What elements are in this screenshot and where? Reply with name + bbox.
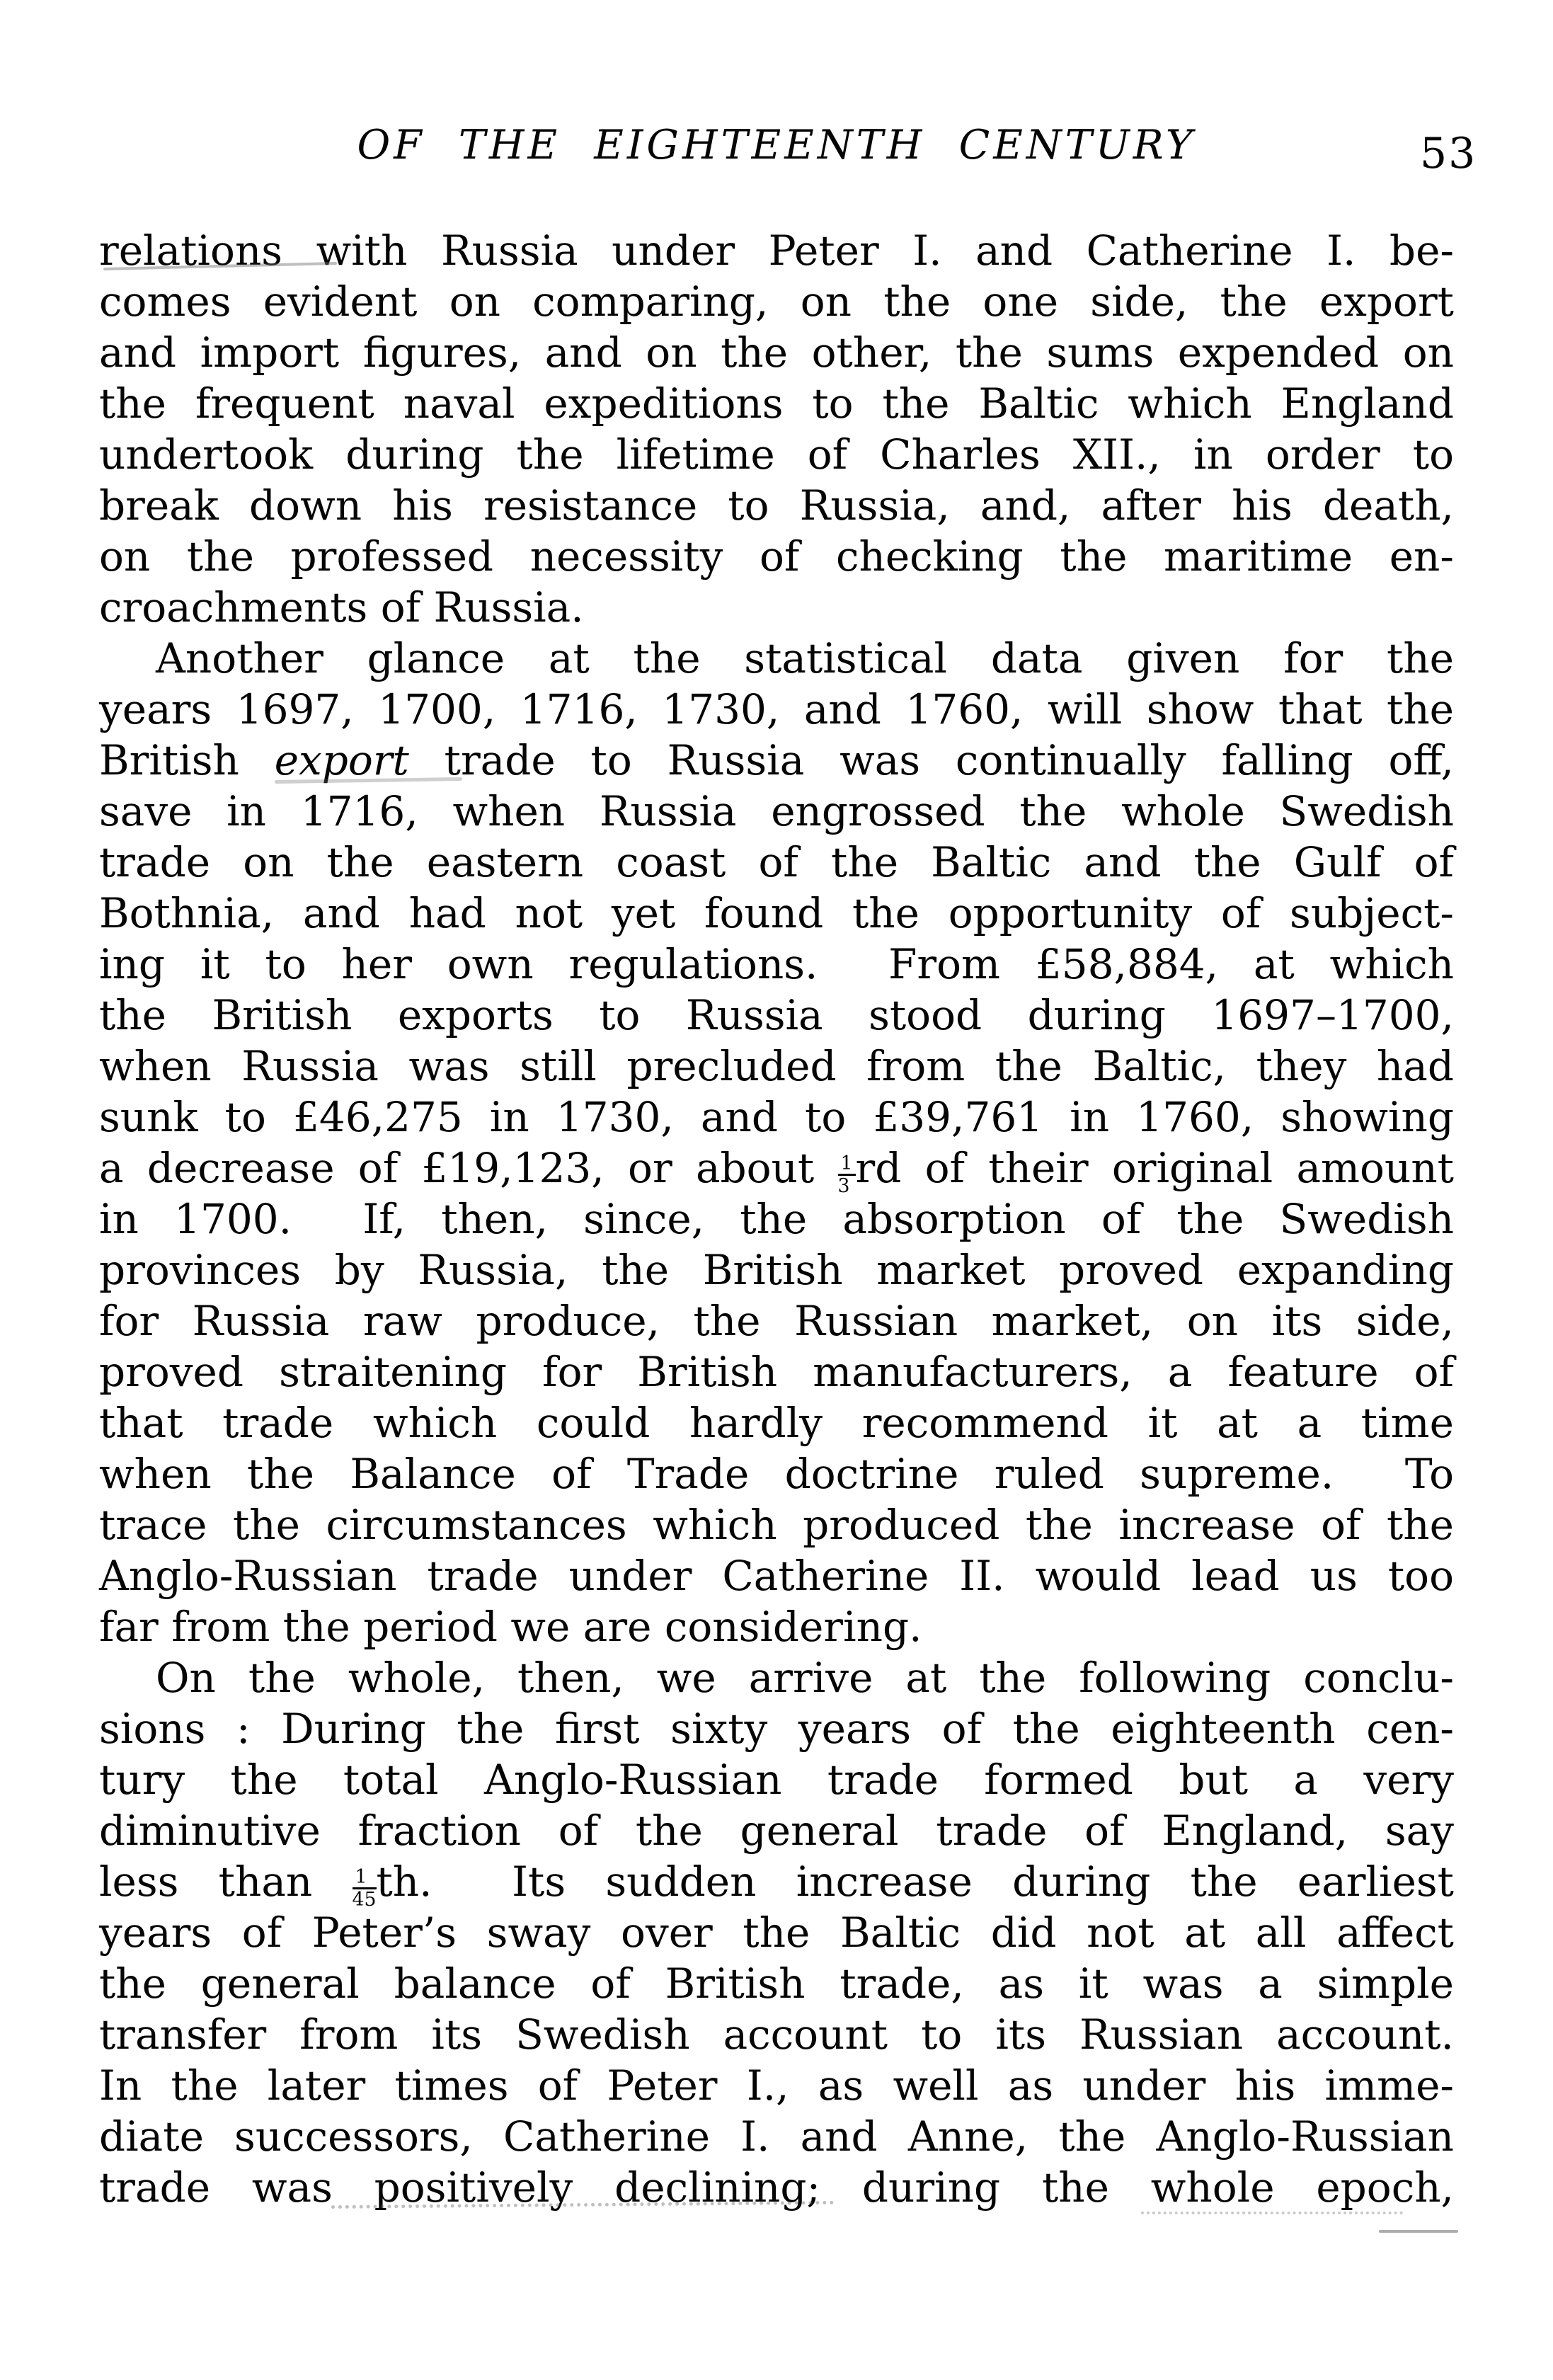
text-segment: th. Its sudden increase during the earliest [376, 1858, 1454, 1906]
page-body [99, 225, 1454, 2213]
text-line [99, 1397, 1454, 1448]
text-line [99, 429, 1454, 480]
stacked-fraction: $\frac{1}{45}$ [352, 1865, 377, 1911]
text-line [99, 1601, 1454, 1652]
text-segment: sunk to £46,275 in 1730, and to £39,761 in 1760, showing [99, 1093, 1454, 1141]
text-segment: the British exports to Russia stood during 1697–1700, [99, 991, 1454, 1039]
text-segment: on the professed necessity of checking the maritime en- [99, 532, 1454, 580]
text-segment: proved straitening for British manufacturers, a feature of [99, 1348, 1454, 1396]
text-line [99, 225, 1454, 276]
text-line [99, 1092, 1454, 1143]
text-segment: that trade which could hardly recommend it at a time [99, 1399, 1454, 1447]
text-segment: provinces by Russia, the British market proved expanding [99, 1246, 1454, 1294]
text-line [99, 531, 1454, 582]
text-line [99, 1703, 1454, 1754]
text-segment: relations with Russia under Peter I. and Catherine I. be- [99, 227, 1454, 275]
text-line [99, 1194, 1454, 1245]
text-line [99, 735, 1454, 786]
emphasized-text: export [274, 736, 409, 784]
text-segment: for Russia raw produce, the Russian market, on its side, [99, 1297, 1454, 1345]
text-segment: Anglo-Russian trade under Catherine II. would lead us too [99, 1552, 1454, 1600]
text-segment: rd of their original amount [855, 1144, 1454, 1192]
text-segment: sions : During the first sixty years of the eighteenth cen- [99, 1705, 1454, 1753]
text-line [99, 1550, 1454, 1601]
text-line [99, 939, 1454, 990]
text-line [99, 378, 1454, 429]
text-line [99, 837, 1454, 888]
text-segment: in 1700. If, then, since, the absorption of the Swedish [99, 1195, 1454, 1243]
text-line [99, 2162, 1454, 2213]
text-line [99, 2111, 1454, 2162]
text-segment: years 1697, 1700, 1716, 1730, and 1760, will show that the [99, 685, 1454, 733]
running-header [99, 122, 1454, 185]
text-segment: Bothnia, and had not yet found the opportunity of subject- [99, 889, 1454, 937]
text-line [99, 1295, 1454, 1346]
text-segment: croachments of Russia. [99, 583, 584, 631]
text-line [99, 1958, 1454, 2009]
text-segment: when the Balance of Trade doctrine ruled supreme. To [99, 1450, 1454, 1498]
text-segment: years of Peter’s sway over the Baltic did not at all affect [99, 1909, 1454, 1957]
text-line [99, 1754, 1454, 1805]
text-segment: save in 1716, when Russia engrossed the whole Swedish [99, 787, 1454, 835]
text-segment: undertook during the lifetime of Charles XII., in order to [99, 430, 1454, 479]
text-segment: the frequent naval expeditions to the Baltic which England [99, 379, 1454, 428]
text-segment: tury the total Anglo-Russian trade formed but a very [99, 1756, 1454, 1804]
text-segment: trade was positively declining; during the whole epoch, [99, 2163, 1454, 2212]
text-segment: British [99, 736, 275, 784]
paragraph [99, 1652, 1454, 2213]
text-line [99, 327, 1454, 378]
text-segment: transfer from its Swedish account to its Russian account. [99, 2010, 1454, 2059]
text-segment: and import figures, and on the other, the sums expended on [99, 328, 1454, 377]
text-line [99, 1856, 1454, 1911]
text-segment: trace the circumstances which produced the increase of the [99, 1501, 1454, 1549]
text-segment: diate successors, Catherine I. and Anne, the Anglo-Russian [99, 2112, 1454, 2161]
text-segment: In the later times of Peter I., as well as under his imme- [99, 2061, 1454, 2110]
text-line [99, 582, 1454, 633]
text-segment: less than [99, 1858, 353, 1906]
text-segment: far from the period we are considering. [99, 1603, 922, 1651]
text-segment: ing it to her own regulations. From £58,884, at which [99, 940, 1454, 988]
text-segment: when Russia was still precluded from the Baltic, they had [99, 1042, 1454, 1090]
text-line [99, 1805, 1454, 1856]
paragraph [99, 633, 1454, 1652]
text-segment: the general balance of British trade, as it was a simple [99, 1960, 1454, 2008]
text-line [99, 480, 1454, 531]
paragraph [99, 225, 1454, 633]
text-segment: trade on the eastern coast of the Baltic and the Gulf of [99, 838, 1454, 886]
text-line [99, 684, 1454, 735]
text-line [99, 1652, 1454, 1703]
text-line [99, 633, 1454, 684]
text-line [99, 2009, 1454, 2060]
text-segment: break down his resistance to Russia, and, after his death, [99, 481, 1454, 530]
text-line [99, 1907, 1454, 1958]
text-segment: diminutive fraction of the general trade of England, say [99, 1807, 1454, 1855]
text-line [99, 990, 1454, 1041]
text-segment: a decrease of £19,123, or about [99, 1144, 838, 1192]
text-line [99, 888, 1454, 939]
text-segment: trade to Russia was continually falling off, [408, 736, 1454, 784]
page-number: 53 [1420, 129, 1477, 178]
text-line [99, 1041, 1454, 1092]
text-segment: Another glance at the statistical data given for the [156, 634, 1454, 682]
text-line [99, 786, 1454, 837]
text-line [99, 1143, 1454, 1197]
text-line [99, 1346, 1454, 1397]
text-segment: comes evident on comparing, on the one side, the export [99, 278, 1454, 326]
stacked-fraction: $\frac{1}{3}$ [838, 1155, 856, 1196]
text-segment: On the whole, then, we arrive at the following conclu- [156, 1654, 1454, 1702]
text-line [99, 1448, 1454, 1499]
text-line [99, 1245, 1454, 1295]
text-line [99, 2060, 1454, 2111]
page-title: OF THE EIGHTEENTH CENTURY [357, 122, 1196, 168]
scan-artifact [1379, 2230, 1458, 2233]
text-line [99, 1499, 1454, 1550]
text-line [99, 276, 1454, 327]
